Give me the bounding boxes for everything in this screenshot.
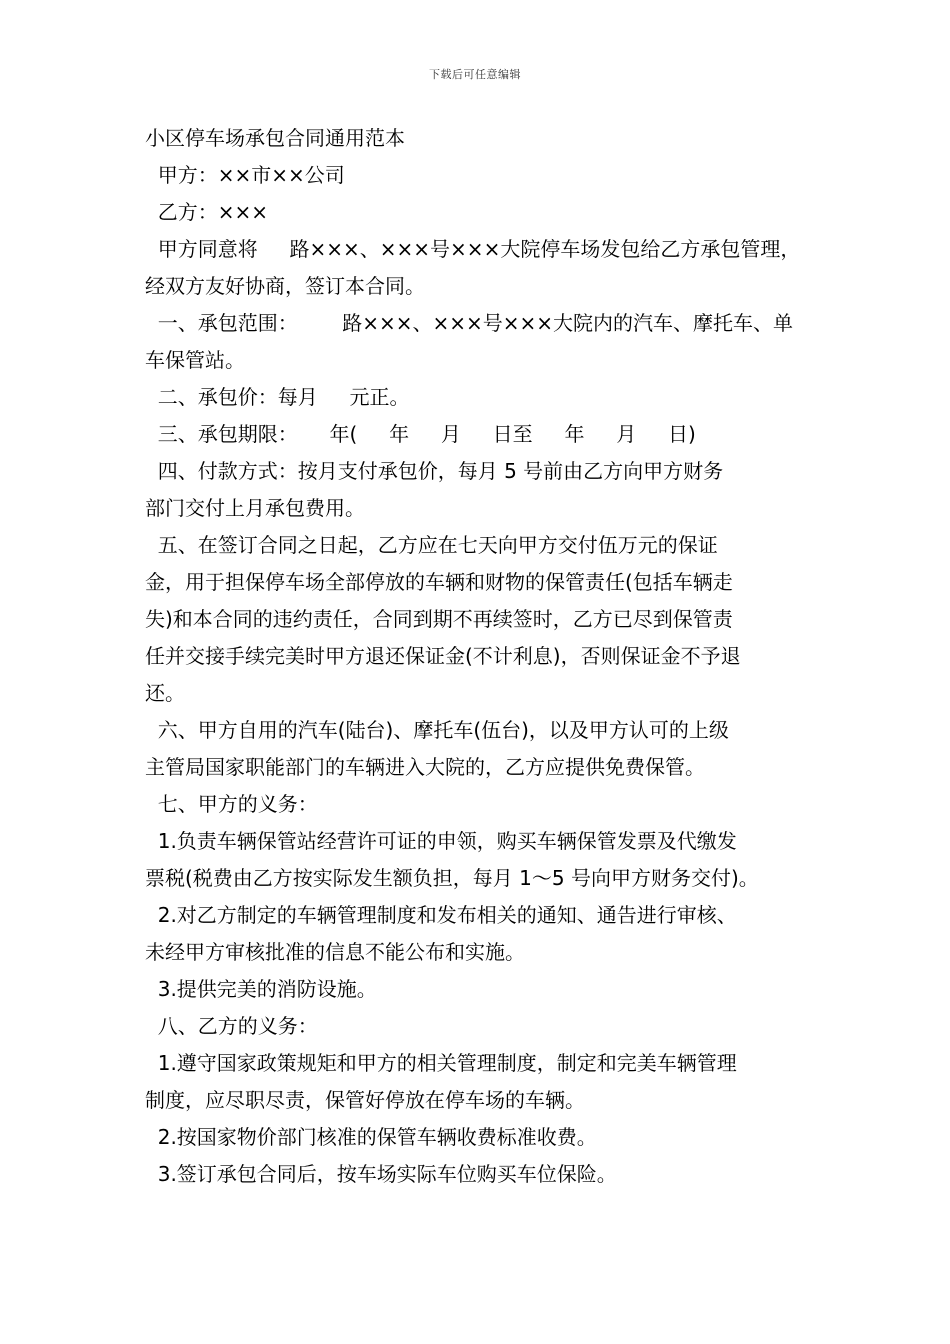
text-line: 二、承包价：每月 元正。	[145, 385, 410, 409]
text-line: 七、甲方的义务：	[145, 792, 318, 816]
text-line: 经双方友好协商，签订本合同。	[145, 274, 425, 298]
text-line: 一、承包范围： 路×××、×××号×××大院内的汽车、摩托车、单	[145, 311, 794, 335]
text-line: 3.提供完美的消防设施。	[145, 977, 377, 1001]
text-line: 八、乙方的义务：	[145, 1014, 318, 1038]
text-line: 四、付款方式：按月支付承包价，每月 5 号前由乙方向甲方财务	[145, 459, 724, 483]
party-b-line: 乙方：×××	[145, 200, 268, 224]
party-a-line: 甲方：××市××公司	[145, 163, 345, 187]
text-line: 1.遵守国家政策规矩和甲方的相关管理制度，制定和完美车辆管理	[145, 1051, 737, 1075]
document-body	[145, 120, 813, 1193]
text-line: 失)和本合同的违约责任，合同到期不再续签时，乙方已尽到保管责	[145, 607, 733, 631]
text-line: 制度，应尽职尽责，保管好停放在停车场的车辆。	[145, 1088, 585, 1112]
header-note: 下载后可任意编辑	[429, 68, 521, 81]
text-line: 还。	[145, 681, 185, 705]
document-title: 小区停车场承包合同通用范本	[145, 126, 405, 150]
text-line: 车保管站。	[145, 348, 245, 372]
text-line: 1.负责车辆保管站经营许可证的申领，购买车辆保管发票及代缴发	[145, 829, 737, 853]
text-line: 金，用于担保停车场全部停放的车辆和财物的保管责任(包括车辆走	[145, 570, 733, 594]
text-line: 任并交接手续完美时甲方退还保证金(不计利息)，否则保证金不予退	[145, 644, 741, 668]
text-line: 甲方同意将 路×××、×××号×××大院停车场发包给乙方承包管理，	[145, 237, 801, 261]
text-line: 2.按国家物价部门核准的保管车辆收费标准收费。	[145, 1125, 597, 1149]
text-line: 票税(税费由乙方按实际发生额负担，每月 1～5 号向甲方财务交付)。	[145, 866, 759, 890]
text-line: 六、甲方自用的汽车(陆台)、摩托车(伍台)，以及甲方认可的上级	[145, 718, 729, 742]
text-line: 三、承包期限： 年( 年 月 日至 年 月 日)	[145, 422, 696, 446]
text-line: 未经甲方审核批准的信息不能公布和实施。	[145, 940, 525, 964]
text-line: 2.对乙方制定的车辆管理制度和发布相关的通知、通告进行审核、	[145, 903, 737, 927]
text-line: 部门交付上月承包费用。	[145, 496, 365, 520]
text-line: 五、在签订合同之日起，乙方应在七天向甲方交付伍万元的保证	[145, 533, 718, 557]
text-line: 主管局国家职能部门的车辆进入大院的，乙方应提供免费保管。	[145, 755, 705, 779]
text-line: 3.签订承包合同后，按车场实际车位购买车位保险。	[145, 1162, 617, 1186]
